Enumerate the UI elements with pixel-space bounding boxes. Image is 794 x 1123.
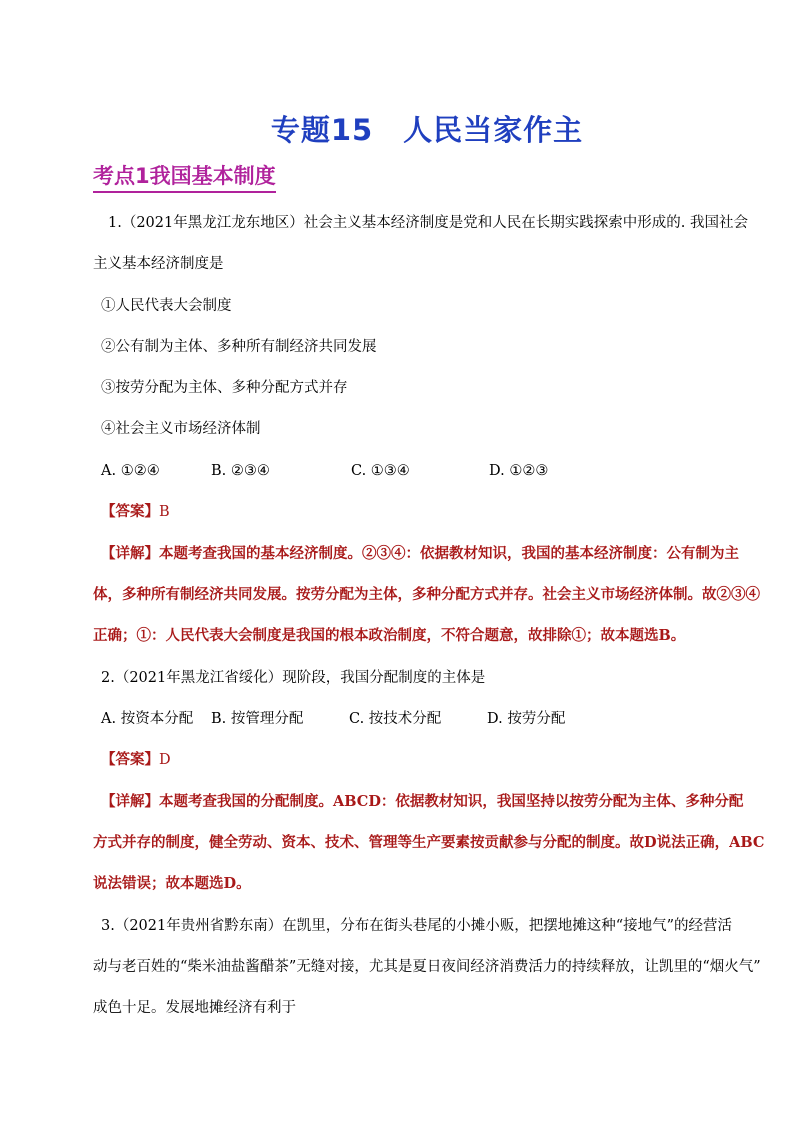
q1-stem-line1: 1.（2021年黑龙江龙东地区）社会主义基本经济制度是党和人民在长期实践探索中形成的. 我国社会 (108, 215, 748, 231)
q1-option-d: D. ①②③ (489, 463, 549, 479)
q1-option-c: C. ①③④ (351, 463, 410, 479)
page-title (0, 108, 794, 149)
q2-detail-line1: 【详解】本题考查我国的分配制度。ABCD：依据教材知识，我国坚持以按劳分配为主体、多种分配 (101, 793, 744, 810)
q2-stem: 2.（2021年黑龙江省绥化）现阶段，我国分配制度的主体是 (101, 670, 486, 686)
q1-detail-line1: 【详解】本题考查我国的基本经济制度。②③④：依据教材知识，我国的基本经济制度：公有制为主 (101, 545, 739, 562)
q2-option-a: A. 按资本分配 (101, 711, 194, 727)
q2-options (101, 709, 565, 729)
q1-option-a: A. ①②④ (101, 463, 160, 479)
section-heading: 考点1我国基本制度 (93, 162, 276, 193)
q2-option-d: D. 按劳分配 (487, 711, 566, 727)
q2-answer-value: D (159, 752, 171, 768)
q2-option-b: B. 按管理分配 (211, 711, 304, 727)
q1-answer-value: B (159, 504, 170, 520)
q1-answer-label: 【答案】 (101, 503, 159, 520)
q1-option-b: B. ②③④ (211, 463, 270, 479)
q2-detail-line2: 方式并存的制度，健全劳动、资本、技术、管理等生产要素按贡献参与分配的制度。故D说法正确，ABC (93, 834, 765, 851)
q1-item-2: ②公有制为主体、多种所有制经济共同发展 (101, 339, 377, 355)
q1-detail-line3: 正确；①：人民代表大会制度是我国的根本政治制度，不符合题意，故排除①；故本题选B。 (93, 627, 686, 644)
q1-stem-line2: 主义基本经济制度是 (93, 256, 224, 272)
q2-answer-label: 【答案】 (101, 751, 159, 768)
q1-item-4: ④社会主义市场经济体制 (101, 421, 261, 437)
q2-detail-line3: 说法错误；故本题选D。 (93, 875, 251, 892)
q2-answer (101, 750, 171, 770)
title-main: 专题15 (270, 113, 374, 147)
q1-detail-line2: 体，多种所有制经济共同发展。按劳分配为主体，多种分配方式并存。社会主义市场经济体制。故②③④ (93, 586, 760, 603)
q3-stem-line2: 动与老百姓的“柴米油盐酱醋茶”无缝对接，尤其是夏日夜间经济消费活力的持续释放，让凯里的“烟火气” (93, 959, 761, 975)
q3-stem-line3: 成色十足。发展地摊经济有利于 (93, 1000, 296, 1016)
q3-stem-line1: 3.（2021年贵州省黔东南）在凯里，分布在街头巷尾的小摊小贩，把摆地摊这种“接地气”的经营活 (101, 918, 733, 934)
q1-answer (101, 502, 170, 522)
q1-item-1: ①人民代表大会制度 (101, 298, 232, 314)
q2-option-c: C. 按技术分配 (349, 711, 442, 727)
title-sub: 人民当家作主 (403, 113, 584, 147)
q1-item-3: ③按劳分配为主体、多种分配方式并存 (101, 380, 348, 396)
q1-options (101, 461, 548, 481)
